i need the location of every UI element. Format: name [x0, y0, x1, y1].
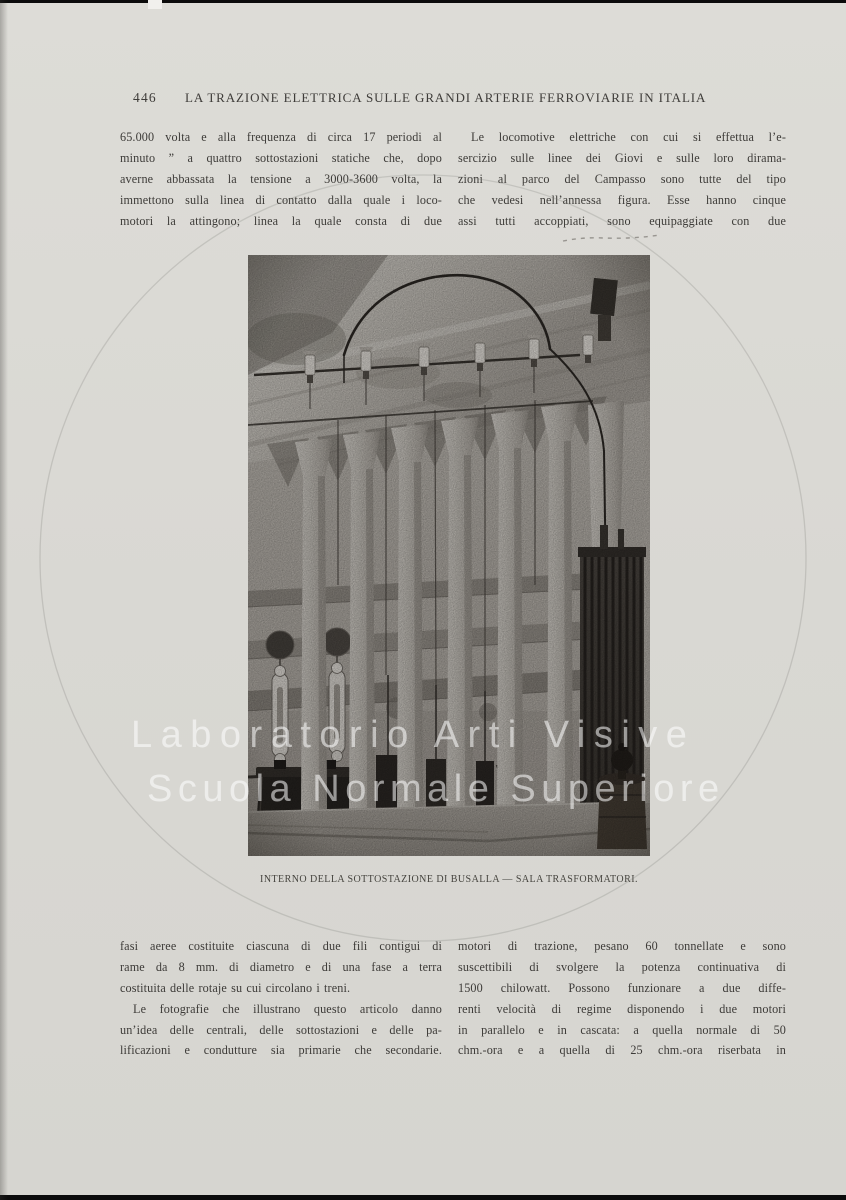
text-line: minuto ” a quattro sottostazioni statiche che, dopo: [120, 150, 442, 165]
watermark-line-1: Laboratorio Arti Visive: [131, 714, 696, 756]
column-bottom-right: [458, 936, 786, 1061]
text-line: 1500 chilowatt. Possono funzionare a due diffe-: [458, 980, 786, 995]
scan-edge-bottom: [0, 1195, 846, 1200]
column-top-right: [458, 127, 786, 231]
text-line: suscettibili di svolgere la potenza continuativa di: [458, 959, 786, 974]
text-line: costituita delle rotaje su cui circolano i treni.: [120, 980, 351, 995]
scan-edge-left: [0, 0, 8, 1200]
text-line: fasi aeree costituite ciascuna di due fili contigui di: [120, 939, 442, 953]
text-line: in parallelo e in cascata: a quella normale di 50: [458, 1022, 786, 1037]
text-line: Le fotografie che illustrano questo articolo danno: [133, 1001, 442, 1016]
text-line: averne abbassata la tensione a 3000-3600 volta, la: [120, 171, 442, 186]
text-line: Le locomotive elettriche con cui si effettua l’e-: [471, 130, 786, 144]
paragraph: [120, 936, 442, 999]
substation-photograph: [248, 255, 650, 856]
running-title: LA TRAZIONE ELETTRICA SULLE GRANDI ARTERIE FERROVIARIE IN ITALIA: [185, 90, 707, 105]
text-line: zioni al parco del Campasso sono tutte del tipo: [458, 171, 786, 186]
text-line: che vedesi nell’annessa figura. Esse hanno cinque: [458, 192, 786, 207]
page-number: 446: [133, 90, 157, 105]
text-line: 65.000 volta e alla frequenza di circa 17 periodi al: [120, 130, 442, 144]
paragraph: [458, 936, 786, 1061]
column-bottom-left: [120, 936, 442, 1061]
text-line: assi tutti accoppiati, sono equipaggiate con due: [458, 213, 786, 228]
paragraph: [120, 127, 442, 231]
paragraph: [120, 999, 442, 1062]
dashed-mark-artifact: [563, 235, 660, 241]
photo-caption: INTERNO DELLA SOTTOSTAZIONE DI BUSALLA — SALA TRASFORMATORI.: [260, 874, 638, 885]
column-top-left: [120, 127, 442, 231]
text-line: motori di trazione, pesano 60 tonnellate e sono: [458, 939, 786, 953]
text-line: lificazioni e condutture sia primarie che secondarie.: [120, 1043, 442, 1058]
text-line: renti velocità di regime disponendo i due motori: [458, 1001, 786, 1016]
substation-photo-art: [248, 255, 650, 856]
text-line: rame da 8 mm. di diametro e di una fase a terra: [120, 959, 442, 974]
watermark-line-2: Scuola Normale Superiore: [147, 768, 725, 810]
text-line: sercizio sulle linee dei Giovi e sulle loro dirama-: [458, 150, 786, 165]
scan-edge-top: [0, 0, 846, 3]
text-line: motori la attingono; linea la quale consta di due: [120, 213, 442, 228]
text-line: chm.-ora e a quella di 25 chm.-ora riserbata in: [458, 1043, 786, 1058]
paragraph: [458, 127, 786, 231]
scan-artifact-notch: [148, 0, 162, 9]
text-line: immettono sulla linea di contatto dalla quale i loco-: [120, 192, 442, 207]
text-line: un’idea delle centrali, delle sottostazioni e delle pa-: [120, 1022, 442, 1037]
